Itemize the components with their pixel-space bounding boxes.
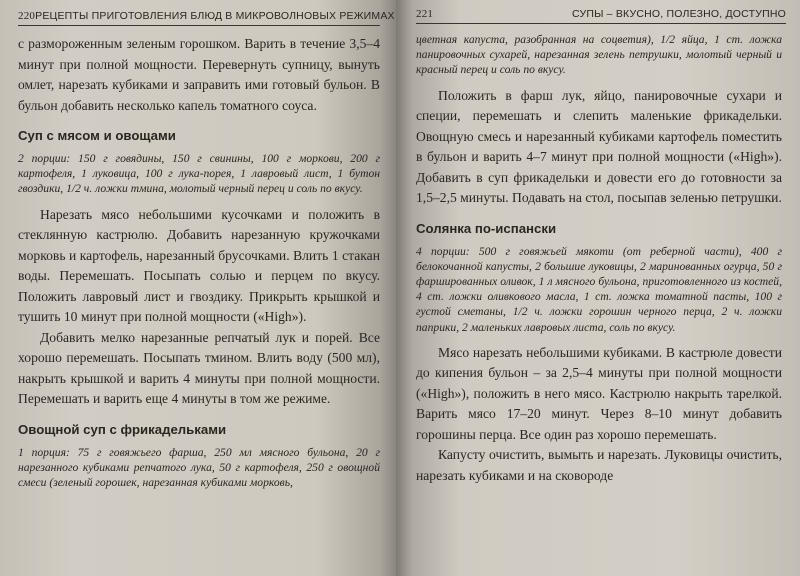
right-running-title: СУПЫ – ВКУСНО, ПОЛЕЗНО, ДОСТУПНО <box>572 8 786 20</box>
recipe-ingredients-continued: цветная капуста, разобранная на соцветия), 1/2 яйца, 1 ст. ложка панировочных сухарей, нарезанная зелень петрушки, молотый черный и красный перец и соль по вкусу. <box>416 33 782 77</box>
recipe-title-vegetable-soup-meatballs: Овощной суп с фрикадельками <box>18 421 227 437</box>
right-page-header <box>416 8 786 24</box>
left-running-title: РЕЦЕПТЫ ПРИГОТОВЛЕНИЯ БЛЮД В МИКРОВОЛНОВЫХ РЕЖИМАХ <box>35 10 395 22</box>
recipe-paragraph: Положить в фарш лук, яйцо, панировочные сухари и специи, перемешать и слепить маленькие фрикадельки. Овощную смесь и нарезанный кубиками картофель поместить в бульон и варить 4–7 минут при полной мощности («High»). Добавить в суп фрикадельки и довести его до готовности за 1,5–2,5 минуты. Подавать на стол, посыпав зеленью петрушки. <box>416 87 782 206</box>
left-page <box>0 0 396 576</box>
recipe-paragraph: Мясо нарезать небольшими кубиками. В кастрюле довести до кипения бульон – за 2,5–4 минуты при полной мощности («High»), положить в него мясо. Кастрюлю накрыть тарелкой. Варить мясо 17–20 минут. Через 8–10 минут добавить горошины перца. Все один раз хорошо перемешать. <box>416 344 782 442</box>
left-page-number: 220 <box>18 10 36 22</box>
recipe-paragraph: Нарезать мясо небольшими кусочками и положить в стеклянную кастрюлю. Добавить нарезанную кружочками морковь и картофель, нарезанный брусочками. Влить 1 стакан воды. Перемешать. Посыпать солью и перцем по вкусу. Положить лавровый лист и гвоздику. Прикрыть крышкой и тушить 10 минут при полной мощности («High»). <box>18 206 380 325</box>
right-page-number: 221 <box>416 8 434 20</box>
left-page-header <box>18 10 395 26</box>
recipe-paragraph: Капусту очистить, вымыть и нарезать. Луковицы очистить, нарезать кубиками и на сковороде <box>416 447 782 483</box>
recipe-ingredients: 4 порции: 500 г говяжьей мякоти (от реберной части), 400 г белокочанной капусты, 2 большие луковицы, 2 маринованных огурца, 50 г фаршированных оливок, 1 л мясного бульона, приготовленного из костей, 4 ст. ложки оливкового масла, 1 ст. ложка томатной пасты, 100 г густой сметаны, 1/2 ч. ложки горошин черного перца, 2 ч. ложки паприки, 2 маленьких лавровых листа, соль по вкусу. <box>416 244 782 334</box>
recipe-title-spanish-solyanka: Солянка по-испански <box>416 220 557 236</box>
recipe-title-soup-meat-vegetables: Суп с мясом и овощами <box>18 128 176 143</box>
recipe-paragraph: Добавить мелко нарезанные репчатый лук и порей. Все хорошо перемешать. Посыпать тмином. Влить воду (500 мл), накрыть крышкой и варить 4 минуты при полной мощности. Перемешать и варить еще 4 минуты в том же режиме. <box>18 329 380 407</box>
recipe-ingredients: 2 порции: 150 г говядины, 150 г свинины, 100 г моркови, 200 г картофеля, 1 луковица, 100 г лука-порея, 1 лавровый лист, 1 бутон гвоздики, 1/2 ч. ложки тмина, молотый черный перец и соль по вкусу. <box>18 152 380 196</box>
intro-paragraph: с размороженным зеленым горошком. Варить в течение 3,5–4 минут при полной мощности. Перевернуть супницу, вынуть омлет, нарезать кубиками и заправить ими готовый бульон. В бульон добавить несколько капель томатного соуса. <box>18 36 380 113</box>
right-page <box>396 0 800 576</box>
recipe-ingredients: 1 порция: 75 г говяжьего фарша, 250 мл мясного бульона, 20 г нарезанного кубиками репчатого лука, 50 г картофеля, 250 г овощной смеси (зеленый горошек, нарезанная кубиками морковь, <box>18 445 380 490</box>
